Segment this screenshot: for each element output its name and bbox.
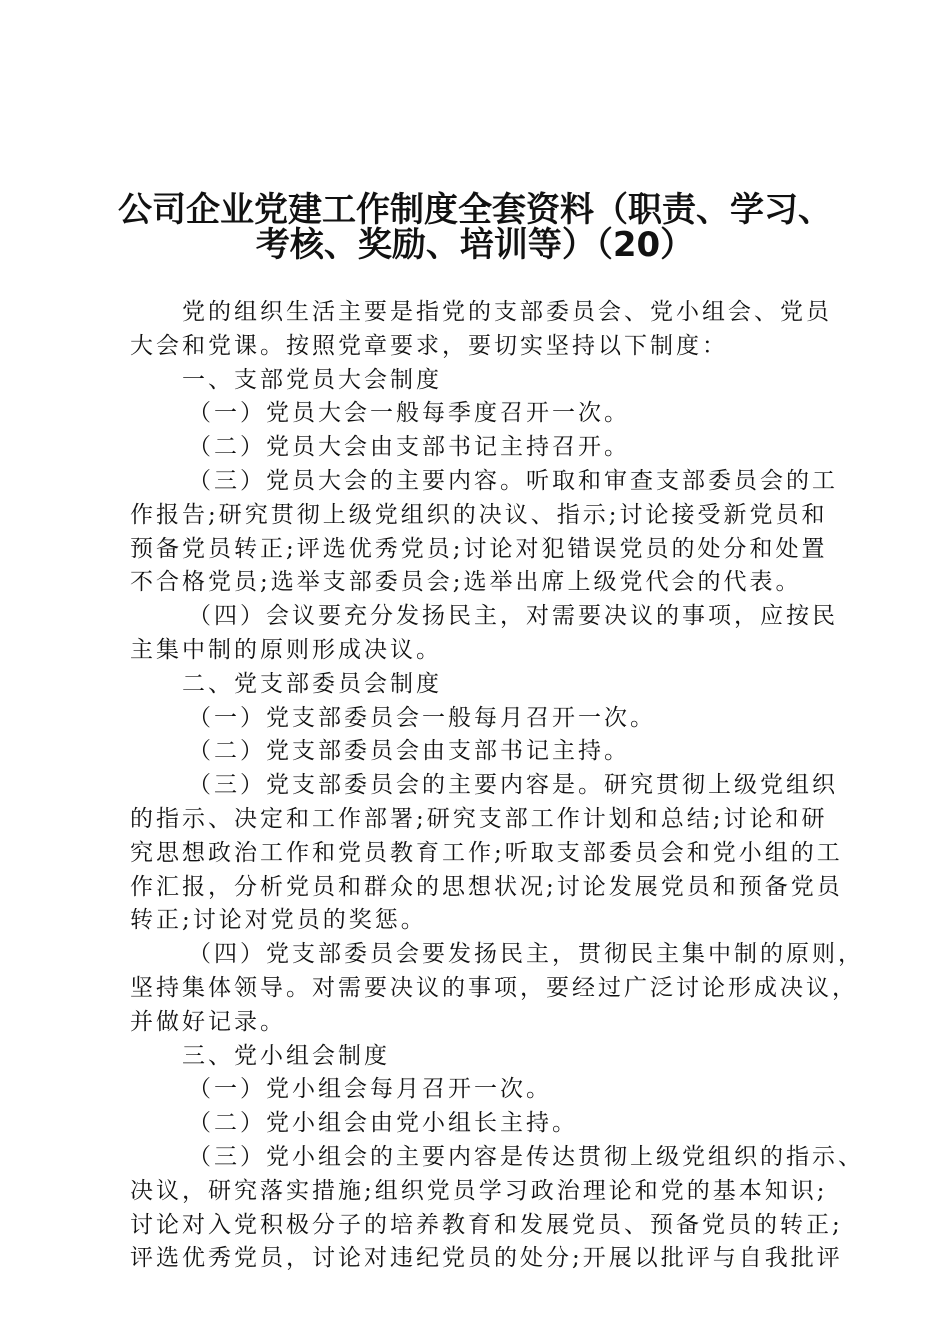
body-line: 作汇报，分析党员和群众的思想状况;讨论发展党员和预备党员 (130, 873, 843, 900)
body-line: 预备党员转正;评选优秀党员;讨论对犯错误党员的处分和处置 (130, 535, 828, 562)
body-line: （一）党员大会一般每季度召开一次。 (188, 400, 630, 427)
body-line: 主集中制的原则形成决议。 (130, 636, 442, 663)
document-title-line-2: 考核、奖励、培训等）（20） (255, 225, 695, 265)
section-heading: 一、支部党员大会制度 (182, 366, 442, 393)
body-line: （二）党支部委员会由支部书记主持。 (188, 738, 630, 765)
document-body (130, 296, 864, 1276)
body-line: （一）党支部委员会一般每月召开一次。 (188, 704, 656, 731)
body-line: 究思想政治工作和党员教育工作;听取支部委员会和党小组的工 (130, 839, 843, 866)
body-line: （二）党小组会由党小组长主持。 (188, 1110, 578, 1137)
body-line: 作报告;研究贯彻上级党组织的决议、指示;讨论接受新党员和 (130, 501, 828, 528)
body-line: 大会和党课。按照党章要求，要切实坚持以下制度： (130, 332, 728, 359)
body-line: （四）会议要充分发扬民主，对需要决议的事项，应按民 (188, 603, 838, 630)
body-line: （四）党支部委员会要发扬民主，贯彻民主集中制的原则， (188, 941, 864, 968)
body-line: 党的组织生活主要是指党的支部委员会、党小组会、党员 (182, 299, 832, 325)
body-line: 不合格党员;选举支部委员会;选举出席上级党代会的代表。 (130, 569, 802, 596)
body-line: （三）党支部委员会的主要内容是。研究贯彻上级党组织 (188, 772, 838, 799)
body-line: 并做好记录。 (130, 1008, 286, 1035)
body-line: 讨论对入党积极分子的培养教育和发展党员、预备党员的转正; (130, 1211, 843, 1238)
body-line: （三）党小组会的主要内容是传达贯彻上级党组织的指示、 (188, 1143, 864, 1170)
body-line: （二）党员大会由支部书记主持召开。 (188, 434, 630, 461)
body-line: 坚持集体领导。对需要决议的事项，要经过广泛讨论形成决议， (130, 974, 858, 1001)
body-line: 的指示、决定和工作部署;研究支部工作计划和总结;讨论和研 (130, 805, 828, 832)
section-heading: 二、党支部委员会制度 (182, 670, 442, 697)
body-line: （一）党小组会每月召开一次。 (188, 1076, 552, 1103)
section-heading: 三、党小组会制度 (182, 1042, 390, 1069)
document-title-line-1: 公司企业党建工作制度全套资料（职责、学习、 (118, 190, 832, 230)
body-line: 评选优秀党员，讨论对违纪党员的处分;开展以批评与自我批评 (130, 1245, 843, 1272)
body-line: 决议，研究落实措施;组织党员学习政治理论和党的基本知识; (130, 1177, 828, 1204)
body-line: （三）党员大会的主要内容。听取和审查支部委员会的工 (188, 467, 838, 494)
body-line: 转正;讨论对党员的奖惩。 (130, 907, 427, 934)
